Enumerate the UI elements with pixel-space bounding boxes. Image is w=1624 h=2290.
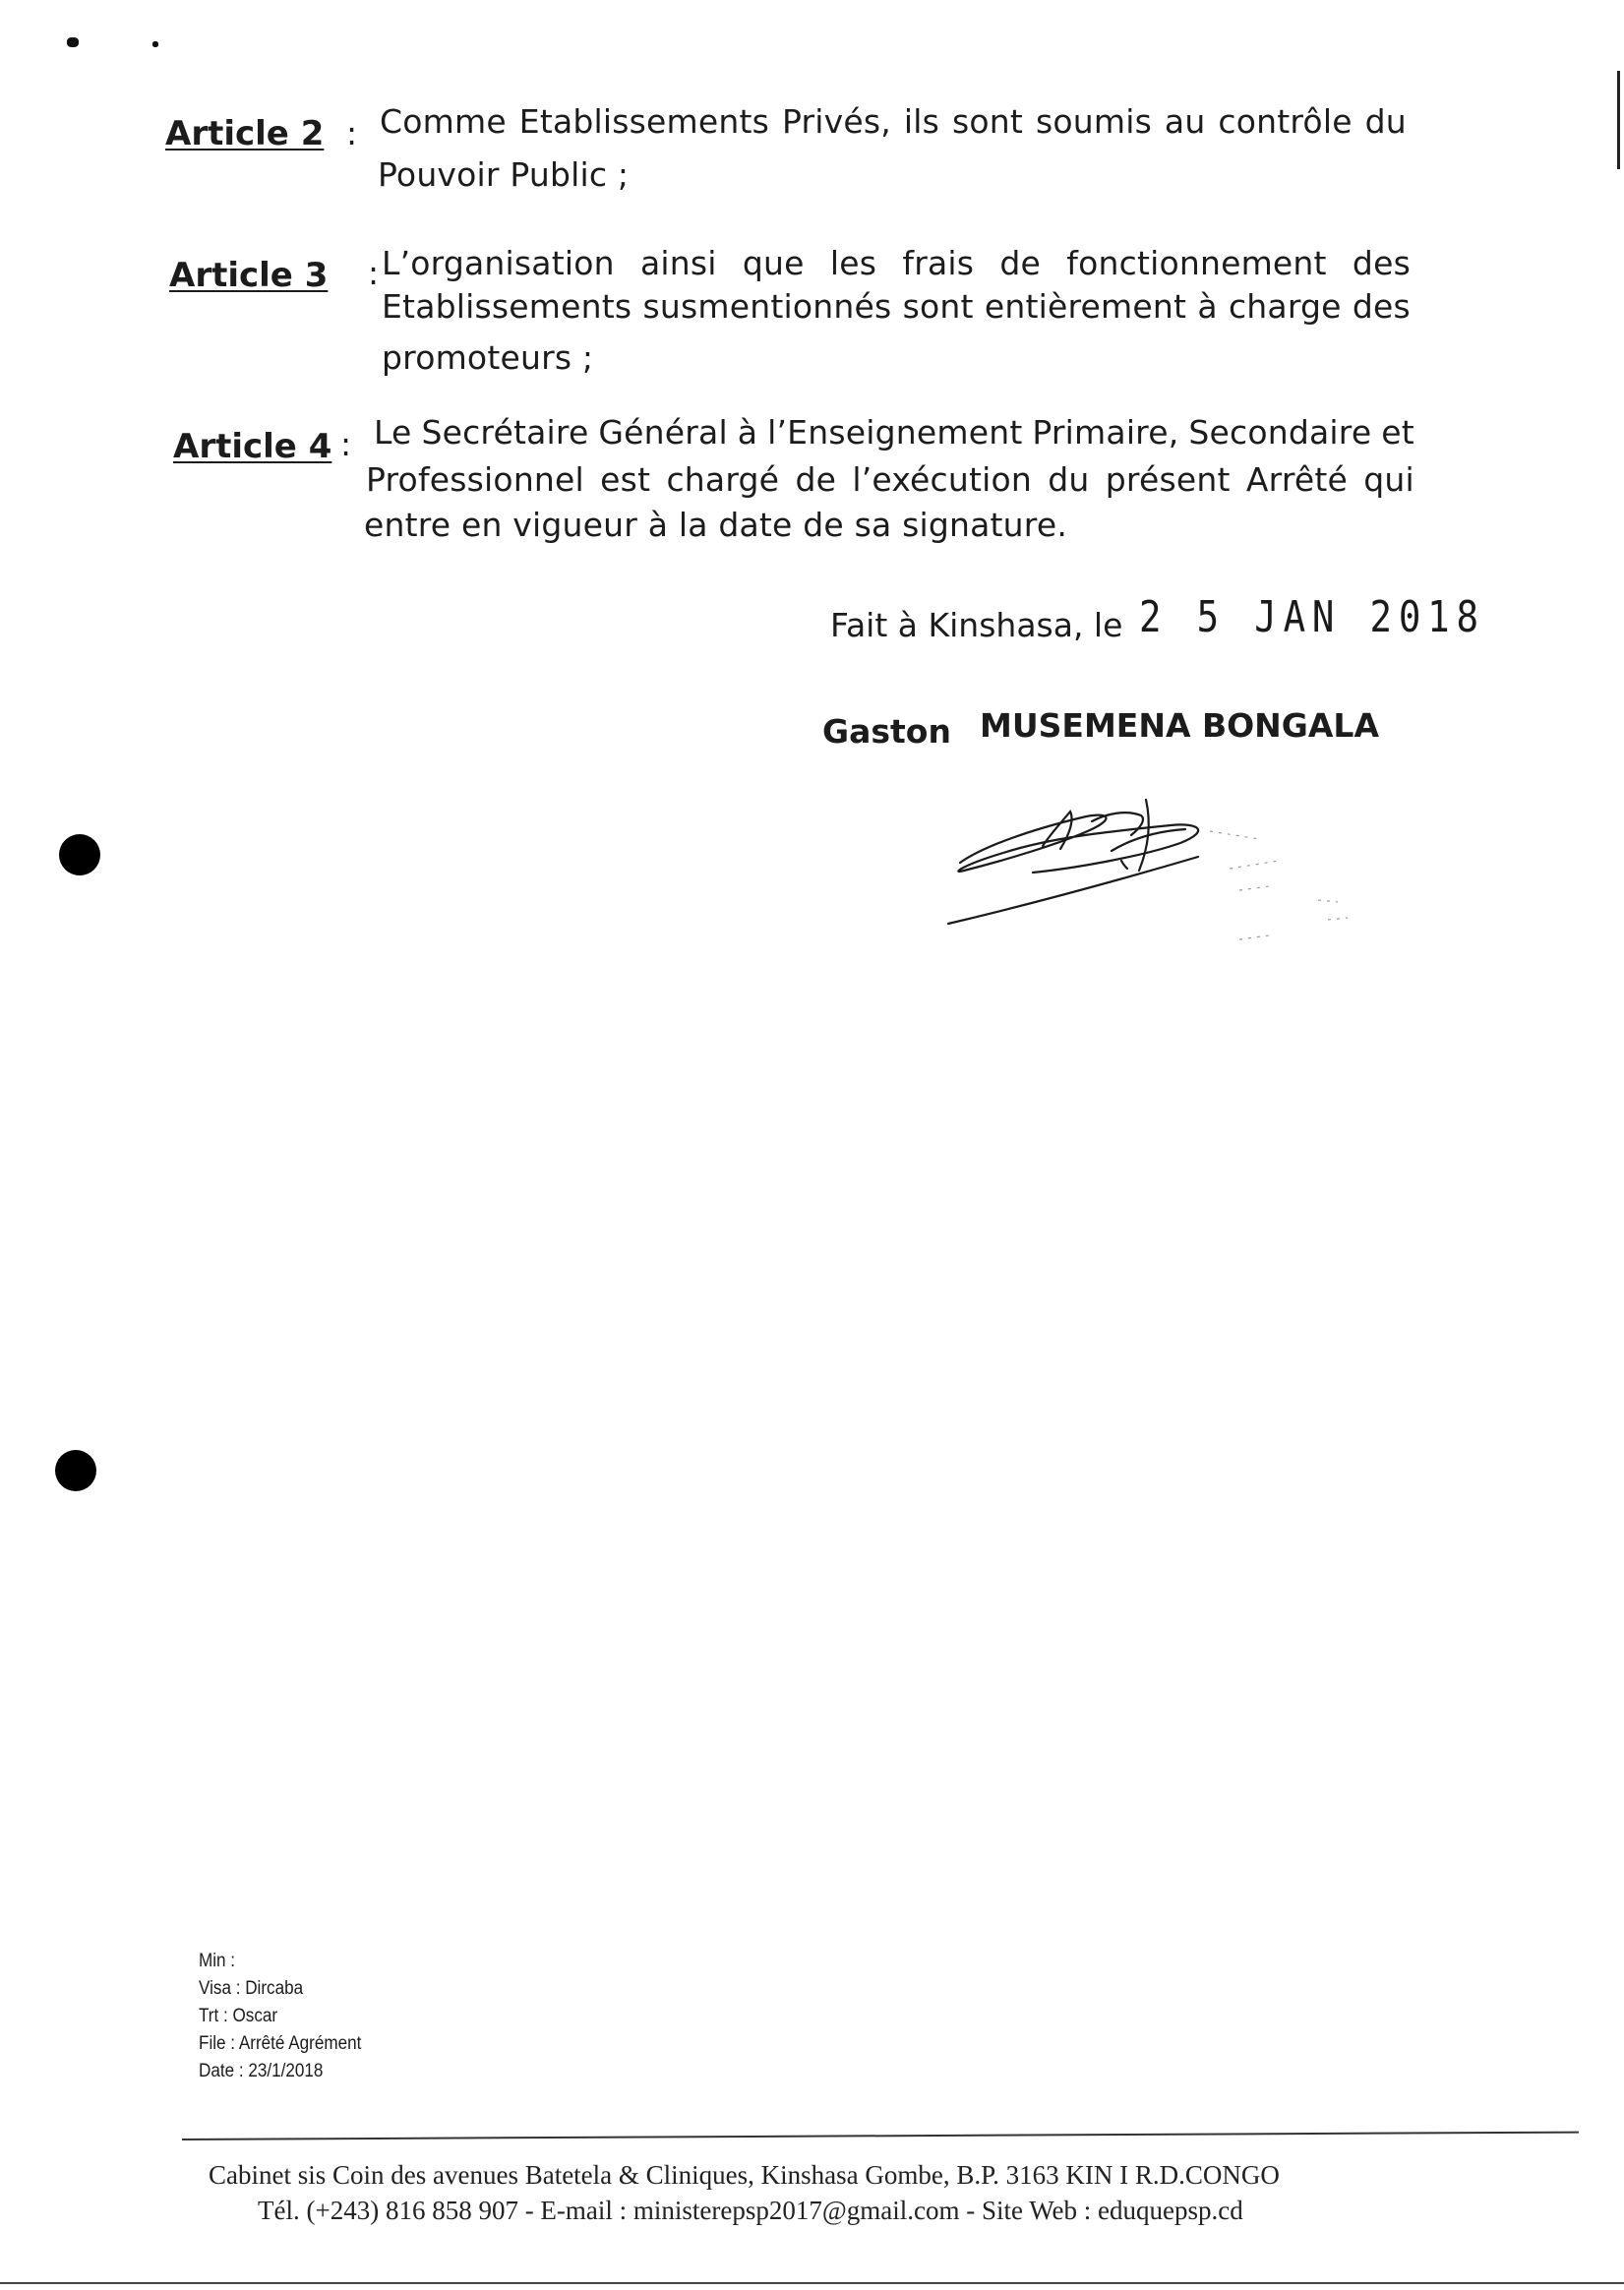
article-2-label: Article 2: [165, 114, 325, 153]
date-stamp: 2 5 JAN 2018: [1139, 592, 1485, 642]
metadata-block: [199, 1948, 361, 2085]
article-4-label: Article 4: [173, 427, 332, 466]
article-3-line-3: promoteurs ;: [382, 338, 594, 377]
article-4-separator: :: [340, 425, 352, 463]
article-2-line-1: Comme Etablissements Privés, ils sont soumis au contrôle du: [380, 102, 1407, 141]
footer-contact: Tél. (+243) 816 858 907 - E-mail : ministerepsp2017@gmail.com - Site Web : eduquepsp.cd: [258, 2196, 1243, 2225]
punch-hole-lower: [55, 1450, 96, 1491]
page-bottom-rule: [0, 2282, 1624, 2284]
article-4-line-3: entre en vigueur à la date de sa signature.: [364, 506, 1068, 544]
metadata-min: Min :: [199, 1951, 236, 1971]
footer-address: Cabinet sis Coin des avenues Batetela & Cliniques, Kinshasa Gombe, B.P. 3163 KIN I R.D.CONGO: [209, 2160, 1280, 2190]
article-2-separator: :: [346, 114, 358, 152]
article-3-line-2: Etablissements susmentionnés sont entièrement à charge des: [382, 287, 1411, 326]
metadata-trt: Trt : Oscar: [199, 2006, 278, 2026]
handwritten-signature: [944, 792, 1436, 1018]
page-edge-line: [1617, 71, 1620, 169]
signer-last-name: MUSEMENA BONGALA: [980, 706, 1379, 745]
article-4-line-2: Professionnel est chargé de l’exécution du présent Arrêté qui: [366, 460, 1414, 499]
place-and-date-label: Fait à Kinshasa, le: [830, 606, 1123, 644]
scan-speck: [67, 37, 79, 47]
signer-first-name: Gaston: [822, 712, 951, 751]
scan-speck: [152, 41, 158, 47]
punch-hole-upper: [59, 834, 100, 875]
article-3-line-1: L’organisation ainsi que les frais de fonctionnement des: [382, 244, 1411, 282]
metadata-file: File : Arrêté Agrément: [199, 2033, 362, 2054]
article-4-line-1: Le Secrétaire Général à l’Enseignement Primaire, Secondaire et: [374, 413, 1414, 452]
article-3-separator: :: [368, 254, 380, 292]
article-3-label: Article 3: [169, 256, 329, 295]
article-2-line-2: Pouvoir Public ;: [378, 155, 630, 194]
footer-rule: [182, 2132, 1579, 2140]
metadata-date: Date : 23/1/2018: [199, 2061, 324, 2081]
metadata-visa: Visa : Dircaba: [199, 1978, 304, 1999]
